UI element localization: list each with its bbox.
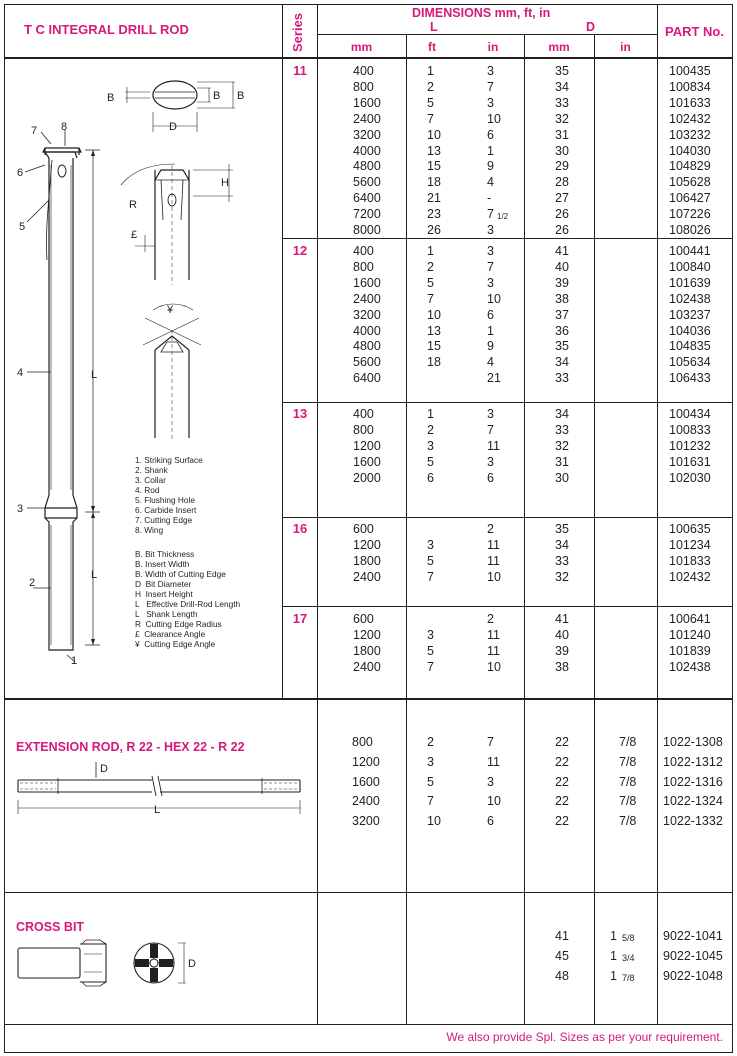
label-H: H bbox=[221, 177, 229, 189]
row-length-ft: 2 bbox=[427, 422, 434, 437]
row-diameter-mm: 34 bbox=[555, 355, 569, 370]
row-length-ft: 13 bbox=[427, 143, 441, 158]
row-diameter-mm: 33 bbox=[555, 422, 569, 437]
row-part-number: 105634 bbox=[669, 355, 711, 370]
row-part-number: 102432 bbox=[669, 569, 711, 584]
row-length-mm: 2400 bbox=[353, 569, 381, 584]
row-length-in: 3 bbox=[487, 454, 494, 469]
row-length-in: 9 bbox=[487, 339, 494, 354]
row-length-in: - bbox=[487, 191, 492, 206]
legend-item: 7. Cutting Edge bbox=[135, 515, 193, 525]
row-part-number: 106427 bbox=[669, 191, 711, 206]
row-diameter-mm: 30 bbox=[555, 470, 569, 485]
row-part-number: 100641 bbox=[669, 612, 711, 626]
row-diameter-mm: 35 bbox=[555, 64, 569, 78]
section-divider-crossbit bbox=[4, 892, 733, 893]
row-length-ft: 15 bbox=[427, 159, 441, 174]
legend-item: 4. Rod bbox=[135, 485, 160, 495]
ext-diameter-mm: 22 bbox=[555, 814, 569, 829]
row-length-mm: 4000 bbox=[353, 323, 381, 338]
legend-item: 2. Shank bbox=[135, 465, 168, 475]
label-L: L bbox=[91, 369, 98, 381]
callout-3: 3 bbox=[17, 503, 24, 515]
row-part-number: 104835 bbox=[669, 339, 711, 354]
section-divider-extension bbox=[4, 698, 733, 700]
ext-length-mm: 3200 bbox=[352, 814, 380, 829]
row-part-number: 101839 bbox=[669, 643, 711, 658]
row-length-in: 2 bbox=[487, 522, 494, 536]
row-diameter-mm: 32 bbox=[555, 438, 569, 453]
row-length-in: 2 bbox=[487, 612, 494, 626]
series-number: 11 bbox=[293, 63, 307, 78]
row-length-mm: 800 bbox=[353, 79, 374, 94]
row-part-number: 105628 bbox=[669, 175, 711, 190]
row-diameter-mm: 32 bbox=[555, 111, 569, 126]
row-part-number: 102438 bbox=[669, 291, 711, 306]
row-length-in: 7 1/2 bbox=[487, 206, 494, 222]
label-R: R bbox=[129, 199, 137, 211]
ext-part-number: 1022-1316 bbox=[663, 774, 723, 789]
legend-symbol: L Shank Length bbox=[135, 609, 198, 619]
row-length-mm: 1800 bbox=[353, 643, 381, 658]
row-length-mm: 5600 bbox=[353, 175, 381, 190]
frame-top bbox=[4, 4, 733, 5]
legend-item: 1. Striking Surface bbox=[135, 455, 203, 465]
ext-length-ft: 3 bbox=[427, 754, 434, 769]
row-length-mm: 1200 bbox=[353, 537, 381, 552]
row-part-number: 101639 bbox=[669, 275, 711, 290]
row-length-in: 10 bbox=[487, 111, 501, 126]
d-in-header: in bbox=[620, 40, 631, 54]
ext-part-number: 1022-1308 bbox=[663, 735, 723, 749]
row-length-ft: 13 bbox=[427, 323, 441, 338]
mm-header: mm bbox=[350, 40, 373, 54]
series-number: 13 bbox=[292, 406, 308, 421]
row-diameter-mm: 40 bbox=[555, 259, 569, 274]
row-length-in: 3 bbox=[487, 244, 494, 258]
row-length-mm: 6400 bbox=[353, 191, 381, 206]
callout-1: 1 bbox=[71, 655, 78, 667]
row-length-in: 6 bbox=[487, 307, 494, 322]
col-line-ft bbox=[406, 34, 407, 1025]
row-length-in: 10 bbox=[487, 291, 501, 306]
row-length-ft: 2 bbox=[427, 259, 434, 274]
row-length-in: 7 bbox=[487, 259, 494, 274]
cb-diameter-mm: 48 bbox=[555, 968, 569, 983]
col-line-din bbox=[594, 34, 595, 1025]
row-part-number: 106433 bbox=[669, 371, 711, 386]
label-B: B bbox=[237, 90, 245, 102]
ext-diameter-in: 7/8 bbox=[619, 774, 637, 789]
row-diameter-mm: 39 bbox=[555, 643, 569, 658]
row-length-ft: 21 bbox=[427, 191, 441, 206]
L-header: L bbox=[430, 20, 438, 34]
row-length-mm: 4800 bbox=[353, 159, 381, 174]
row-length-in: 11 bbox=[487, 553, 500, 568]
row-length-mm: 600 bbox=[353, 612, 374, 626]
row-diameter-mm: 38 bbox=[555, 659, 569, 674]
footer-note: We also provide Spl. Sizes as per your requirement. bbox=[446, 1030, 723, 1044]
cross-bit-drawing bbox=[14, 936, 204, 990]
section-divider-footer bbox=[4, 1024, 733, 1025]
row-length-mm: 6400 bbox=[353, 371, 381, 386]
row-length-mm: 400 bbox=[353, 64, 374, 78]
row-part-number: 102030 bbox=[669, 470, 711, 485]
row-length-in: 3 bbox=[487, 95, 494, 110]
row-part-number: 100833 bbox=[669, 422, 711, 437]
row-part-number: 104829 bbox=[669, 159, 711, 174]
legend-symbol: £ Clearance Angle bbox=[135, 629, 206, 639]
row-length-mm: 3200 bbox=[353, 307, 381, 322]
row-diameter-mm: 32 bbox=[555, 569, 569, 584]
row-part-number: 101234 bbox=[669, 537, 711, 552]
cb-diameter-mm: 41 bbox=[555, 929, 569, 943]
row-length-mm: 800 bbox=[353, 422, 374, 437]
row-length-ft: 7 bbox=[427, 111, 434, 126]
legend-symbol: B. Width of Cutting Edge bbox=[135, 569, 226, 579]
row-diameter-mm: 41 bbox=[555, 244, 569, 258]
legend-symbol: ¥ Cutting Edge Angle bbox=[135, 639, 216, 649]
part-no-header: PART No. bbox=[665, 24, 724, 39]
row-length-in: 9 bbox=[487, 159, 494, 174]
ext-diameter-mm: 22 bbox=[555, 794, 569, 809]
row-diameter-mm: 30 bbox=[555, 143, 569, 158]
row-diameter-mm: 36 bbox=[555, 323, 569, 338]
cb-part-number: 9022-1048 bbox=[663, 968, 723, 983]
legend-symbol: B. Bit Thickness bbox=[135, 549, 195, 559]
label-L: L bbox=[91, 569, 98, 581]
series-number: 16 bbox=[292, 521, 308, 536]
row-diameter-mm: 31 bbox=[555, 454, 569, 469]
row-diameter-mm: 26 bbox=[555, 207, 569, 222]
ext-length-mm: 2400 bbox=[352, 794, 380, 809]
row-length-in-fraction: 1/2 bbox=[497, 212, 509, 222]
row-length-mm: 400 bbox=[353, 407, 374, 421]
cb-diameter-in-fraction: 7/8 bbox=[622, 972, 635, 983]
ext-length-ft: 5 bbox=[427, 774, 434, 789]
row-length-in: 10 bbox=[487, 659, 501, 674]
row-length-in: 6 bbox=[487, 470, 494, 485]
row-length-ft: 1 bbox=[427, 407, 434, 421]
row-part-number: 101633 bbox=[669, 95, 711, 110]
row-diameter-mm: 29 bbox=[555, 159, 569, 174]
row-length-in: 1 bbox=[487, 323, 494, 338]
legend-item: 3. Collar bbox=[135, 475, 166, 485]
series-header: Series bbox=[290, 12, 305, 52]
row-diameter-mm: 34 bbox=[555, 537, 569, 552]
ft-header: ft bbox=[428, 40, 436, 54]
header-divider bbox=[4, 57, 733, 59]
row-part-number: 101232 bbox=[669, 438, 711, 453]
row-diameter-mm: 35 bbox=[555, 339, 569, 354]
row-part-number: 100635 bbox=[669, 522, 711, 536]
ext-diameter-mm: 22 bbox=[555, 754, 569, 769]
row-length-ft: 5 bbox=[427, 275, 434, 290]
row-diameter-mm: 33 bbox=[555, 371, 569, 386]
in-header: in bbox=[487, 40, 499, 54]
row-length-mm: 2000 bbox=[353, 470, 381, 485]
row-length-mm: 1800 bbox=[353, 553, 381, 568]
row-part-number: 108026 bbox=[669, 223, 711, 237]
callout-6: 6 bbox=[17, 167, 24, 179]
row-length-ft: 10 bbox=[427, 127, 441, 142]
cb-part-number: 9022-1041 bbox=[663, 929, 723, 943]
row-length-ft: 6 bbox=[427, 470, 434, 485]
row-part-number: 100435 bbox=[669, 64, 711, 78]
row-diameter-mm: 26 bbox=[555, 223, 569, 237]
series-number: 12 bbox=[292, 243, 308, 258]
row-length-in: 1 bbox=[487, 143, 494, 158]
row-length-ft: 5 bbox=[427, 454, 434, 469]
row-length-ft: 5 bbox=[427, 643, 434, 658]
row-length-in: 3 bbox=[487, 407, 494, 421]
extension-D-label: D bbox=[100, 763, 108, 775]
row-length-ft: 7 bbox=[427, 291, 434, 306]
row-length-in: 21 bbox=[487, 371, 501, 386]
row-part-number: 104030 bbox=[669, 143, 711, 158]
cb-diameter-in: 1 bbox=[610, 929, 617, 943]
row-length-ft: 23 bbox=[427, 207, 441, 222]
row-part-number: 107226 bbox=[669, 207, 711, 222]
col-line-part bbox=[657, 4, 658, 1025]
row-length-in: 3 bbox=[487, 64, 494, 78]
row-length-in: 4 bbox=[487, 355, 494, 370]
row-part-number: 100441 bbox=[669, 244, 711, 258]
row-length-in: 11 bbox=[487, 627, 500, 642]
frame-bottom bbox=[4, 1052, 733, 1053]
row-diameter-mm: 34 bbox=[555, 407, 569, 421]
label-angle: ¥ bbox=[167, 304, 174, 316]
cross-bit-title: CROSS BIT bbox=[16, 920, 85, 934]
row-length-in: 4 bbox=[487, 175, 494, 190]
group-divider bbox=[282, 606, 733, 607]
row-length-in: 11 bbox=[487, 643, 500, 658]
row-length-mm: 2400 bbox=[353, 291, 381, 306]
row-part-number: 103232 bbox=[669, 127, 711, 142]
row-length-mm: 3200 bbox=[353, 127, 381, 142]
row-length-in: 3 bbox=[487, 223, 494, 237]
frame-right bbox=[732, 4, 733, 1053]
callout-4: 4 bbox=[17, 367, 24, 379]
row-part-number: 101833 bbox=[669, 553, 711, 568]
ext-diameter-in: 7/8 bbox=[619, 735, 637, 749]
legend-item: 6. Carbide Insert bbox=[135, 505, 197, 515]
row-diameter-mm: 27 bbox=[555, 191, 569, 206]
extension-rod-title: EXTENSION ROD, R 22 - HEX 22 - R 22 bbox=[16, 740, 245, 754]
row-length-mm: 600 bbox=[353, 522, 374, 536]
ext-length-in: 3 bbox=[487, 774, 494, 789]
col-line-mm bbox=[317, 4, 318, 1025]
row-diameter-mm: 41 bbox=[555, 612, 569, 626]
ext-length-in: 11 bbox=[487, 754, 500, 769]
row-length-ft: 26 bbox=[427, 223, 441, 237]
cb-diameter-in: 1 bbox=[610, 968, 617, 983]
row-part-number: 101631 bbox=[669, 454, 711, 469]
row-length-in: 11 bbox=[487, 438, 500, 453]
row-part-number: 100434 bbox=[669, 407, 711, 421]
D-header: D bbox=[586, 20, 596, 34]
ext-length-mm: 800 bbox=[352, 735, 373, 749]
ext-length-ft: 10 bbox=[427, 814, 441, 829]
row-diameter-mm: 39 bbox=[555, 275, 569, 290]
row-length-mm: 1200 bbox=[353, 627, 381, 642]
row-length-ft: 3 bbox=[427, 537, 434, 552]
cb-diameter-in: 1 bbox=[610, 948, 617, 963]
callout-5: 5 bbox=[19, 221, 26, 233]
ext-diameter-mm: 22 bbox=[555, 774, 569, 789]
callout-2: 2 bbox=[29, 577, 36, 589]
row-length-mm: 8000 bbox=[353, 223, 381, 237]
row-length-ft: 10 bbox=[427, 307, 441, 322]
row-part-number: 100840 bbox=[669, 259, 711, 274]
group-divider bbox=[282, 402, 733, 403]
row-diameter-mm: 38 bbox=[555, 291, 569, 306]
ext-part-number: 1022-1312 bbox=[663, 754, 723, 769]
legend-symbol: H Insert Height bbox=[135, 589, 193, 599]
ext-length-in: 10 bbox=[487, 794, 501, 809]
callout-7: 7 bbox=[31, 125, 38, 137]
label-D: D bbox=[169, 121, 177, 133]
col-line-dmm bbox=[524, 34, 525, 1025]
ext-diameter-mm: 22 bbox=[555, 735, 569, 749]
row-diameter-mm: 33 bbox=[555, 95, 569, 110]
row-length-ft: 1 bbox=[427, 244, 434, 258]
legend-symbol: D Bit Diameter bbox=[135, 579, 192, 589]
ext-part-number: 1022-1332 bbox=[663, 814, 723, 829]
d-mm-header: mm bbox=[548, 40, 570, 54]
row-length-mm: 1600 bbox=[353, 275, 381, 290]
row-diameter-mm: 34 bbox=[555, 79, 569, 94]
row-length-in: 3 bbox=[487, 275, 494, 290]
ext-length-ft: 2 bbox=[427, 735, 434, 749]
row-length-ft: 3 bbox=[427, 438, 434, 453]
row-diameter-mm: 40 bbox=[555, 627, 569, 642]
label-B: B bbox=[107, 92, 115, 104]
ext-length-in: 7 bbox=[487, 735, 494, 749]
legend-item: 5. Flushing Hole bbox=[135, 495, 195, 505]
row-length-mm: 400 bbox=[353, 244, 374, 258]
row-length-ft: 7 bbox=[427, 659, 434, 674]
legend-symbol: B. Insert Width bbox=[135, 559, 190, 569]
row-length-mm: 1200 bbox=[353, 438, 381, 453]
rod-outline bbox=[45, 158, 77, 650]
row-length-ft: 2 bbox=[427, 79, 434, 94]
row-length-mm: 2400 bbox=[353, 659, 381, 674]
label-B: B bbox=[213, 90, 221, 102]
dimensions-header: DIMENSIONS mm, ft, in bbox=[412, 6, 551, 20]
ext-diameter-in: 7/8 bbox=[619, 754, 637, 769]
row-part-number: 104036 bbox=[669, 323, 711, 338]
ext-length-ft: 7 bbox=[427, 794, 434, 809]
extension-L-label: L bbox=[154, 804, 161, 816]
row-length-mm: 1600 bbox=[353, 95, 381, 110]
row-length-ft: 1 bbox=[427, 64, 434, 78]
series-number: 17 bbox=[292, 611, 308, 626]
ext-length-mm: 1200 bbox=[352, 754, 380, 769]
row-length-ft: 15 bbox=[427, 339, 441, 354]
cb-diameter-in-fraction: 5/8 bbox=[622, 933, 635, 943]
ext-length-mm: 1600 bbox=[352, 774, 380, 789]
row-length-in: 7 bbox=[487, 422, 494, 437]
row-length-in: 10 bbox=[487, 569, 501, 584]
ext-length-in: 6 bbox=[487, 814, 494, 829]
callout-8: 8 bbox=[61, 121, 68, 133]
row-length-mm: 5600 bbox=[353, 355, 381, 370]
cb-part-number: 9022-1045 bbox=[663, 948, 723, 963]
ext-diameter-in: 7/8 bbox=[619, 794, 637, 809]
row-part-number: 100834 bbox=[669, 79, 711, 94]
ext-part-number: 1022-1324 bbox=[663, 794, 723, 809]
col-line-series bbox=[282, 4, 283, 699]
row-diameter-mm: 31 bbox=[555, 127, 569, 142]
row-part-number: 101240 bbox=[669, 627, 711, 642]
row-diameter-mm: 35 bbox=[555, 522, 569, 536]
row-length-ft: 5 bbox=[427, 553, 434, 568]
ext-diameter-in: 7/8 bbox=[619, 814, 637, 829]
extension-rod-drawing bbox=[12, 756, 304, 818]
row-length-mm: 800 bbox=[353, 259, 374, 274]
group-divider bbox=[282, 238, 733, 239]
row-part-number: 103237 bbox=[669, 307, 711, 322]
row-length-ft: 5 bbox=[427, 95, 434, 110]
row-diameter-mm: 33 bbox=[555, 553, 569, 568]
row-length-ft: 18 bbox=[427, 355, 441, 370]
row-length-mm: 1600 bbox=[353, 454, 381, 469]
row-length-mm: 4000 bbox=[353, 143, 381, 158]
row-length-mm: 2400 bbox=[353, 111, 381, 126]
cb-diameter-in-fraction: 3/4 bbox=[622, 952, 635, 963]
row-length-ft: 3 bbox=[427, 627, 434, 642]
row-part-number: 102438 bbox=[669, 659, 711, 674]
legend-symbol: R Cutting Edge Radius bbox=[135, 619, 222, 629]
row-diameter-mm: 37 bbox=[555, 307, 569, 322]
row-diameter-mm: 28 bbox=[555, 175, 569, 190]
subheader-divider bbox=[317, 34, 657, 35]
row-length-mm: 7200 bbox=[353, 207, 381, 222]
label-clearance: £ bbox=[131, 229, 138, 241]
row-part-number: 102432 bbox=[669, 111, 711, 126]
legend-item: 8. Wing bbox=[135, 525, 164, 535]
cross-bit-D-label: D bbox=[188, 958, 196, 970]
row-length-in: 6 bbox=[487, 127, 494, 142]
row-length-in: 7 bbox=[487, 79, 494, 94]
group-divider bbox=[282, 517, 733, 518]
legend-symbol: L Effective Drill-Rod Length bbox=[135, 599, 241, 609]
row-length-mm: 4800 bbox=[353, 339, 381, 354]
cb-diameter-mm: 45 bbox=[555, 948, 569, 963]
row-length-ft: 7 bbox=[427, 569, 434, 584]
row-length-in: 11 bbox=[487, 537, 500, 552]
row-length-ft: 18 bbox=[427, 175, 441, 190]
table-title: T C INTEGRAL DRILL ROD bbox=[24, 22, 189, 37]
